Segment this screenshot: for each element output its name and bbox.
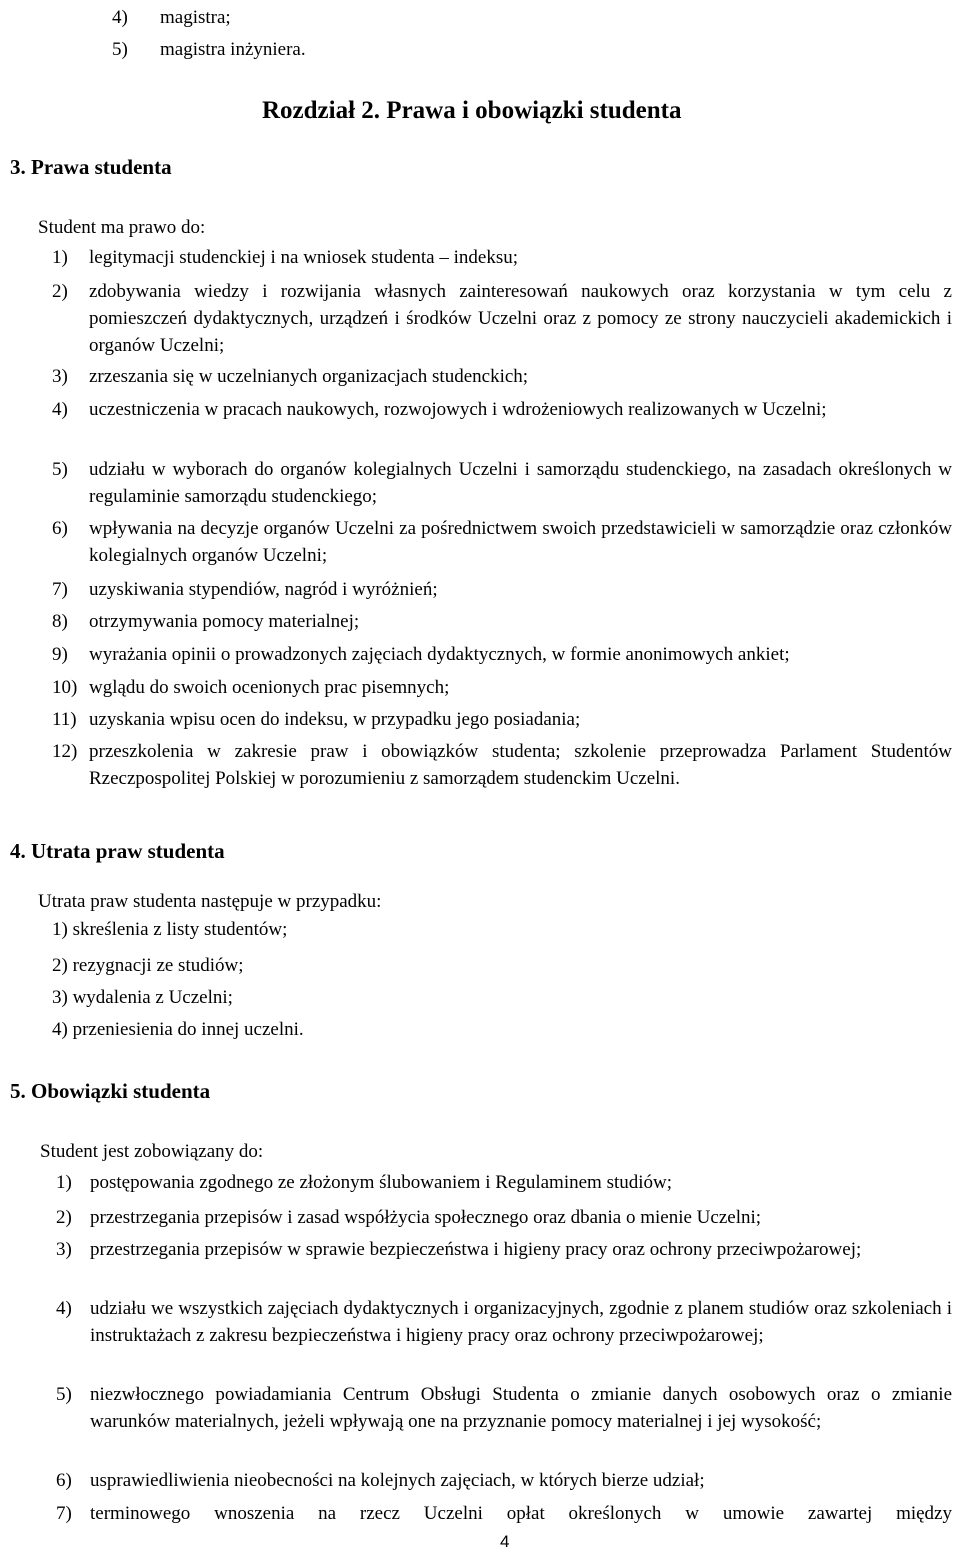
list-text: otrzymywania pomocy materialnej; [89,611,360,632]
list-number: 10) [52,677,78,698]
list-text: zrzeszania się w uczelnianych organizacjach studenckich; [89,366,529,387]
list-number: 7) [52,579,68,600]
list-number: 4) [52,1019,68,1040]
list-number: 3) [52,366,68,387]
list-item [52,1016,304,1043]
list-text: uczestniczenia w pracach naukowych, rozwojowych i wdrożeniowych realizowanych w Uczelni; [89,399,827,420]
list-text: rezygnacji ze studiów; [72,955,244,976]
section-5-title: 5. Obowiązki studenta [10,1079,211,1103]
list-item [52,456,952,510]
list-number: 1) [52,247,68,268]
list-item [52,576,952,603]
chapter-title: Rozdział 2. Prawa i obowiązki studenta [262,97,682,124]
list-item [52,515,952,569]
list-item [56,1236,952,1263]
list-text: uzyskania wpisu ocen do indeksu, w przypadku jego posiadania; [89,709,581,730]
list-number: 9) [52,644,68,665]
list-number: 5) [52,459,68,480]
list-number: 4) [112,7,128,28]
list-item [52,738,952,792]
list-number: 4) [52,399,68,420]
list-item [52,608,952,635]
section-4-title: 4. Utrata praw studenta [10,839,225,863]
list-text: niezwłocznego powiadamiania Centrum Obsługi Studenta o zmianie danych osobowych oraz o zmianie warunków materialnych, jeżeli wpływają one na przyznanie pomocy materialnej i jej wysokość; [90,1384,952,1432]
list-number: 3) [52,987,68,1008]
list-text: przestrzegania przepisów i zasad współżycia społecznego oraz dbania o mienie Uczelni; [90,1207,762,1228]
list-number: 2) [52,281,68,302]
section-3-intro: Student ma prawo do: [38,217,206,238]
list-text: usprawiedliwienia nieobecności na kolejnych zajęciach, w których bierze udział; [90,1470,705,1491]
list-number: 8) [52,611,68,632]
list-text: udziału we wszystkich zajęciach dydaktycznych i organizacyjnych, zgodnie z planem studiów oraz szkoleniach i instruktażach z zakresu bezpieczeństwa i higieny pracy oraz ochrony przeciwpożarowej; [90,1298,952,1346]
list-text: skreślenia z listy studentów; [72,919,288,940]
section-5-intro: Student jest zobowiązany do: [40,1141,264,1162]
list-item [52,363,952,390]
list-item [52,641,952,668]
page-number: 4 [500,1532,510,1551]
list-number: 5) [56,1384,72,1405]
list-number: 11) [52,709,77,730]
list-text: wglądu do swoich ocenionych prac pisemnych; [89,677,450,698]
list-text: postępowania zgodnego ze złożonym ślubowaniem i Regulaminem studiów; [90,1172,673,1193]
list-item [52,952,244,979]
list-item [56,1381,952,1435]
section-4-intro: Utrata praw studenta następuje w przypadku: [38,891,382,912]
list-text: wyrażania opinii o prowadzonych zajęciach dydaktycznych, w formie anonimowych ankiet; [89,644,790,665]
list-number: 1) [56,1172,72,1193]
list-text: wydalenia z Uczelni; [72,987,233,1008]
list-number: 1) [52,919,68,940]
list-number: 6) [52,518,68,539]
list-number: 2) [56,1207,72,1228]
list-text: magistra inżyniera. [160,39,306,60]
list-number: 5) [112,39,128,60]
list-number: 7) [56,1503,72,1524]
list-item [52,278,952,359]
list-text: udziału w wyborach do organów kolegialnych Uczelni i samorządu studenckiego, na zasadach określonych w regulaminie samorządu studenckiego; [89,459,952,507]
list-number: 4) [56,1298,72,1319]
list-item [52,674,952,701]
list-item [52,396,952,423]
list-text: przeszkolenia w zakresie praw i obowiązków studenta; szkolenie przeprowadza Parlament Studentów Rzeczpospolitej Polskiej w porozumieniu z samorządem studenckim Uczelni. [89,741,952,789]
list-text: zdobywania wiedzy i rozwijania własnych zainteresowań naukowych oraz korzystania w tym celu z pomieszczeń dydaktycznych, urządzeń i środków Uczelni oraz z pomocy ze strony nauczycieli akademickich i organów Uczelni; [89,281,952,356]
list-text: przestrzegania przepisów w sprawie bezpieczeństwa i higieny pracy oraz ochrony przeciwpożarowej; [90,1239,862,1260]
list-item [52,916,287,943]
list-number: 12) [52,741,78,762]
list-item [52,706,952,733]
list-text: wpływania na decyzje organów Uczelni za pośrednictwem swoich przedstawicieli w samorządzie oraz członków kolegialnych organów Uczelni; [89,518,952,566]
list-number: 6) [56,1470,72,1491]
list-item [56,1500,952,1527]
list-number: 2) [52,955,68,976]
list-number: 3) [56,1239,72,1260]
list-item [56,1467,952,1494]
list-item [52,984,233,1011]
list-text: magistra; [160,7,231,28]
section-3-title: 3. Prawa studenta [10,155,172,179]
list-text: przeniesienia do innej uczelni. [72,1019,304,1040]
list-item [56,1204,952,1231]
list-text: terminowego wnoszenia na rzecz Uczelni opłat określonych w umowie zawartej między [90,1503,952,1524]
list-text: uzyskiwania stypendiów, nagród i wyróżnień; [89,579,438,600]
list-item [52,244,952,271]
list-item [56,1295,952,1349]
list-text: legitymacji studenckiej i na wniosek studenta – indeksu; [89,247,518,268]
list-item [56,1169,952,1196]
